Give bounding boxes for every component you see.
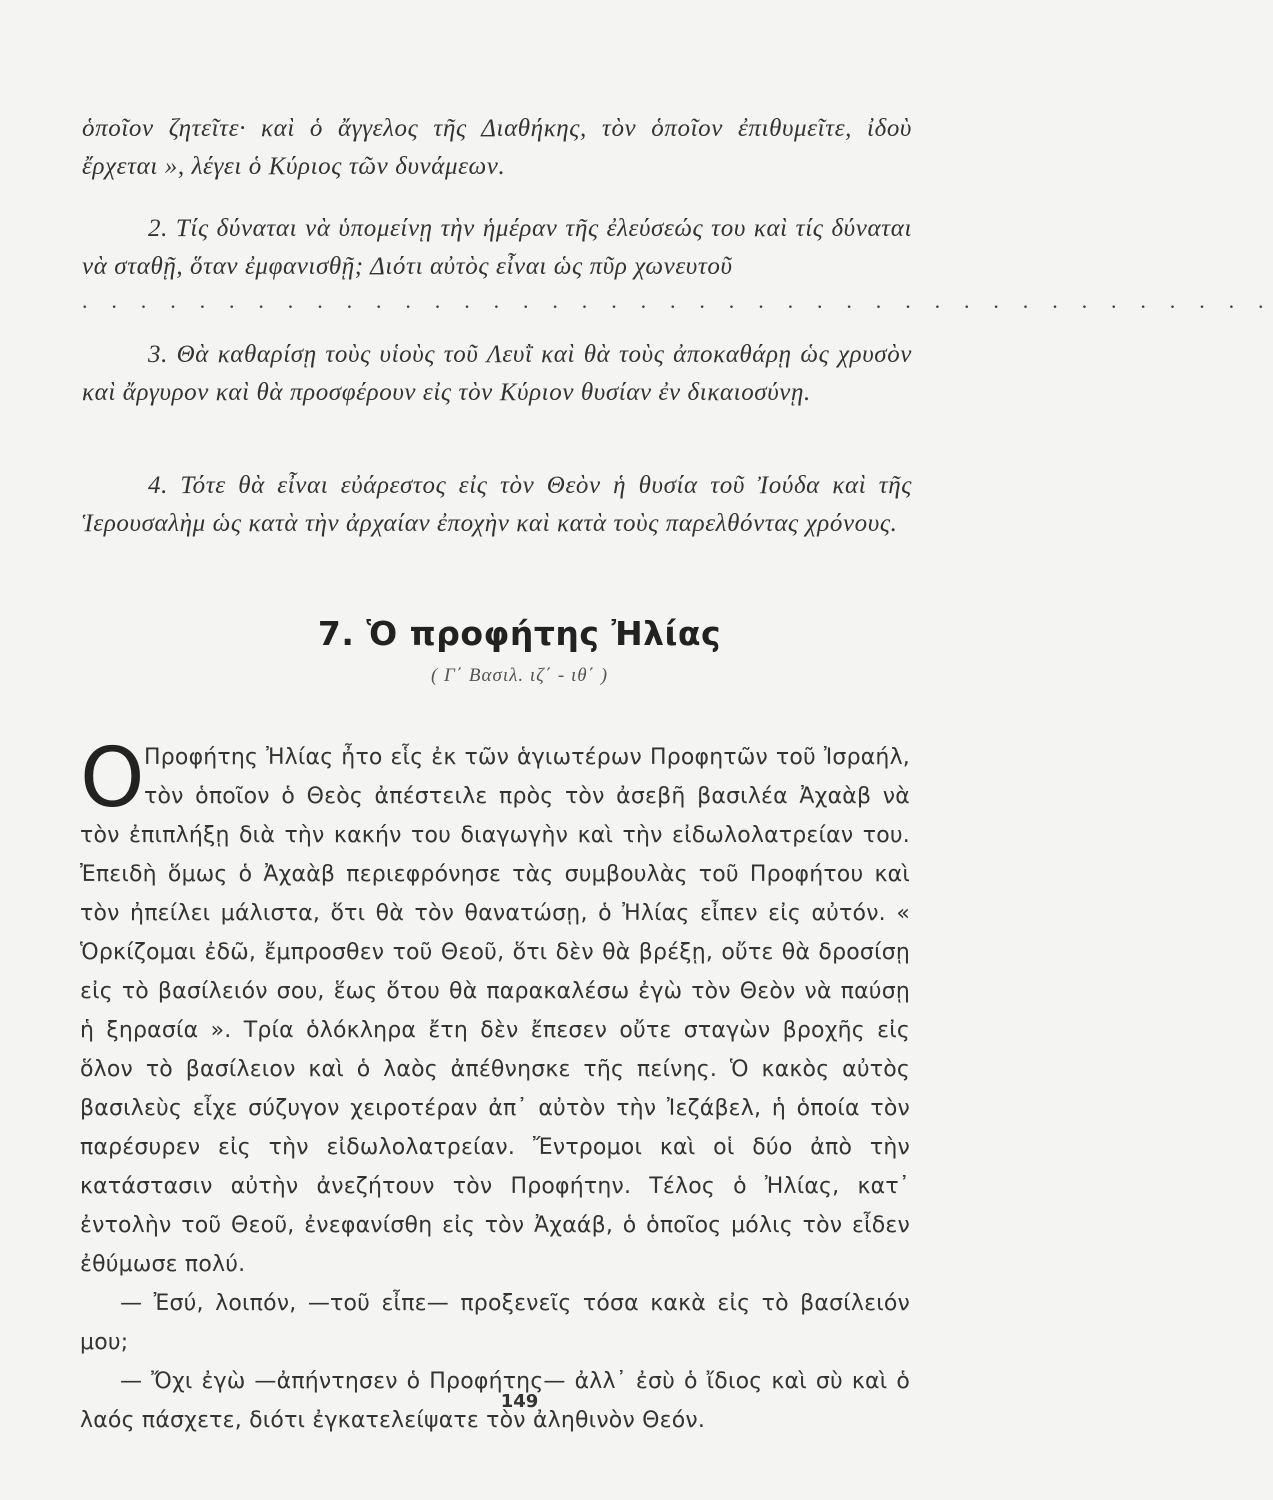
chapter-reference: ( Γ΄ Βασιλ. ιζ΄ - ιθ΄ )	[430, 665, 609, 686]
verse-3	[82, 336, 912, 412]
verse-4	[82, 467, 912, 543]
dialog-line-2: — Ὄχι ἐγὼ —ἀπήντησεν ὁ Προφήτης— ἀλλ᾽ ἐσὺ ὁ ἴδιος καὶ σὺ καὶ ὁ λαός πάσχετε, διότι ἐγκατελείψατε τὸν ἀληθινὸν Θεόν.	[80, 1369, 910, 1433]
verse-3-text: 3. Θὰ καθαρίσῃ τοὺς υἱοὺς τοῦ Λευῒ καὶ θὰ τοὺς ἀποκαθάρῃ ὡς χρυσὸν καὶ ἄργυρον καὶ θὰ προσφέρουν εἰς τὸν Κύριον θυσίαν ἐν δικαιοσύνῃ.	[82, 341, 912, 406]
narrative-paragraph-1	[80, 731, 910, 1284]
verse-1-text: ὁποῖον ζητεῖτε· καὶ ὁ ἄγγελος τῆς Διαθήκης, τὸν ὁποῖον ἐπιθυμεῖτε, ἰδοὺ ἔρχεται », λέγει ὁ Κύριος τῶν δυνάμεων.	[82, 115, 912, 180]
verse-2	[82, 210, 912, 286]
verse-1	[82, 110, 912, 186]
narrative-paragraph-1-text: Προφήτης Ἠλίας ἦτο εἷς ἐκ τῶν ἁγιωτέρων Προφητῶν τοῦ Ἰσραήλ, τὸν ὁποῖον ὁ Θεὸς ἀπέστειλε πρὸς τὸν ἀσεβῆ βασιλέα Ἀχαὰβ νὰ τὸν ἐπιπλήξῃ διὰ τὴν κακήν του διαγωγὴν καὶ τὴν εἰδωλολατρείαν του. Ἐπειδὴ ὅμως ὁ Ἀχαὰβ περιεφρόνησε τὰς συμβουλὰς τοῦ Προφήτου καὶ τὸν ἠπείλει μάλιστα, ὅτι θὰ τὸν θανατώσῃ, ὁ Ἠλίας εἶπεν εἰς αὐτόν. « Ὁρκίζομαι ἐδῶ, ἔμπροσθεν τοῦ Θεοῦ, ὅτι δὲν θὰ βρέξῃ, οὔτε θὰ δροσίσῃ εἰς τὸ βασίλειόν σου, ἕως ὅτου θὰ παρακαλέσω ἐγὼ τὸν Θεὸν νὰ παύσῃ ἡ ξηρασία ». Τρία ὁλόκληρα ἔτη δὲν ἔπεσεν οὔτε σταγὼν βροχῆς εἰς ὅλον τὸ βασίλειον καὶ ὁ λαὸς ἀπέθνησκε τῆς πείνης. Ὁ κακὸς αὐτὸς βασιλεὺς εἶχε σύζυγον χειροτέραν ἀπ᾽ αὐτὸν τὴν Ἰεζάβελ, ἡ ὁποία τὸν παρέσυρεν εἰς τὴν εἰδωλολατρείαν. Ἔντρομοι καὶ οἱ δύο ἀπὸ τὴν κατάστασιν αὐτὴν ἀνεζήτουν τὸν Προφήτην. Τέλος ὁ Ἠλίας, κατ᾽ ἐντολὴν τοῦ Θεοῦ, ἐνεφανίσθη εἰς τὸν Ἀχαάβ, ὁ ὁποῖος μόλις τὸν εἶδεν ἐθύμωσε πολύ.	[80, 745, 910, 1277]
verse-2-text: 2. Τίς δύναται νὰ ὑπομείνῃ τὴν ἡμέραν τῆς ἐλεύσεώς του καὶ τίς δύναται νὰ σταθῇ, ὅταν ἐμφανισθῇ; Διότι αὐτὸς εἶναι ὡς πῦρ χωνευτοῦ	[82, 215, 912, 280]
page-number: 149	[500, 1391, 539, 1412]
chapter-title: 7. Ὁ προφήτης Ἠλίας	[317, 614, 722, 653]
dialog-line-1: — Ἐσύ, λοιπόν, —τοῦ εἶπε— προξενεῖς τόσα κακὰ εἰς τὸ βασίλειόν μου;	[80, 1291, 910, 1355]
drop-cap: Ο	[80, 731, 145, 826]
narrative-body	[80, 731, 910, 1440]
ellipsis-line: . . . . . . . . . . . . . . . . . . . . . . . . . . . . . . . . . . . . . . . . .	[82, 288, 1273, 313]
verse-4-text: 4. Τότε θὰ εἶναι εὐάρεστος εἰς τὸν Θεὸν ἡ θυσία τοῦ Ἰούδα καὶ τῆς Ἱερουσαλὴμ ὡς κατὰ τὴν ἀρχαίαν ἐποχὴν καὶ κατὰ τοὺς παρελθόντας χρόνους.	[82, 472, 912, 537]
